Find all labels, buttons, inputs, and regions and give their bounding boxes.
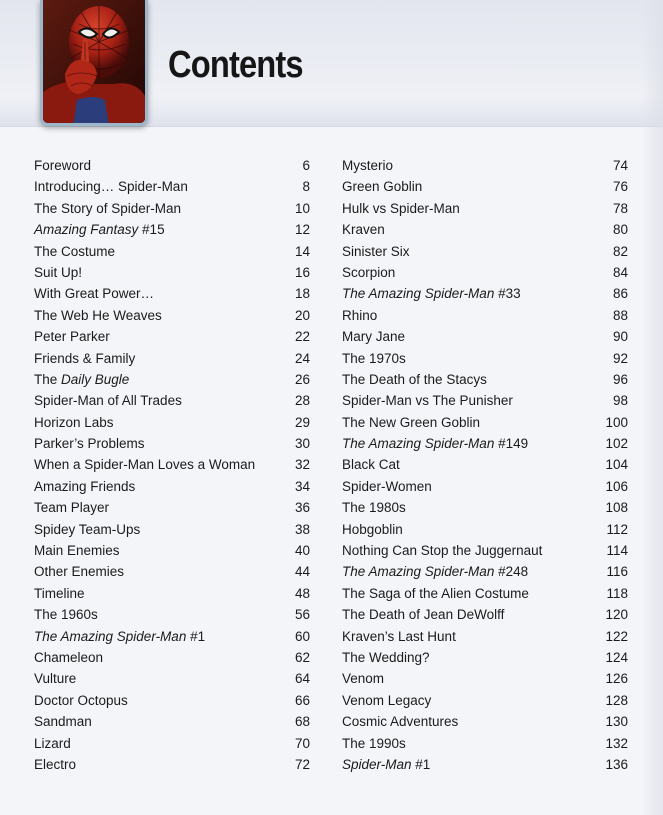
entry-title: [34, 198, 181, 219]
entry-title-text: Spidey Team-Ups: [34, 521, 141, 537]
entry-page-number: 124: [605, 649, 628, 665]
entry-title-text: #1: [186, 628, 206, 644]
entry-page-number: 34: [294, 478, 310, 494]
entry-title: [34, 497, 109, 518]
contents-entry: [34, 241, 310, 262]
entry-page-number: 30: [294, 436, 310, 452]
entry-page-number: 6: [302, 158, 310, 173]
entry-page-number: 120: [605, 607, 628, 623]
entry-page-number: 60: [294, 628, 310, 644]
entry-page-number: 22: [294, 329, 310, 345]
contents-entry: [34, 561, 310, 582]
entry-page-number: 26: [294, 371, 310, 387]
entry-title-text: Electro: [34, 756, 77, 772]
contents-entry: [34, 262, 310, 283]
entry-title: [342, 497, 406, 518]
contents-entry: [342, 583, 628, 604]
entry-title: [342, 626, 456, 647]
entry-title: [342, 454, 400, 475]
entry-title: [342, 326, 405, 347]
contents-entry: [342, 198, 628, 219]
entry-page-number: 88: [612, 307, 628, 323]
entry-title-text: Hobgoblin: [342, 521, 403, 537]
entry-title: [342, 262, 395, 283]
entry-title-text: The 1990s: [342, 735, 406, 751]
entry-title-text: #15: [138, 222, 165, 238]
entry-page-number: 18: [294, 286, 310, 302]
entry-title-text: The Web He Weaves: [34, 307, 162, 323]
contents-entry: [342, 647, 628, 668]
entry-page-number: 114: [606, 543, 628, 559]
contents-entry: [342, 454, 628, 475]
entry-page-number: 136: [605, 756, 628, 772]
entry-title: [342, 369, 487, 390]
entry-title: [342, 754, 430, 775]
entry-title: [342, 690, 431, 711]
contents-entry: [34, 348, 310, 369]
entry-title: [34, 219, 165, 240]
contents-entry: [342, 519, 628, 540]
contents-entry: [342, 348, 628, 369]
entry-title: [34, 476, 135, 497]
entry-page-number: 70: [294, 735, 310, 751]
contents-entry: [342, 540, 628, 561]
contents-entry: [34, 711, 310, 732]
entry-title: [342, 390, 513, 411]
entry-title-text: Other Enemies: [34, 564, 125, 580]
entry-page-number: 126: [605, 671, 628, 687]
entry-page-number: 16: [294, 264, 310, 280]
entry-title-text: Mary Jane: [342, 329, 406, 345]
entry-title-text: Sinister Six: [342, 243, 410, 259]
entry-title: [34, 604, 98, 625]
entry-title-text: Team Player: [34, 500, 110, 516]
entry-title-text: Kraven: [342, 222, 385, 238]
entry-title-italic: Daily Bugle: [61, 371, 130, 387]
entry-title-text: Black Cat: [342, 457, 400, 473]
entry-page-number: 38: [294, 521, 310, 537]
entry-page-number: 20: [294, 307, 310, 323]
entry-title-text: With Great Power…: [34, 286, 155, 302]
entry-title: [34, 390, 182, 411]
entry-title: [34, 711, 92, 732]
entry-title: [34, 583, 85, 604]
entry-page-number: 112: [606, 521, 628, 537]
entry-page-number: 40: [294, 543, 310, 559]
entry-title-italic: The Amazing Spider-Man: [342, 436, 495, 452]
entry-title: [342, 176, 422, 197]
entry-page-number: 56: [294, 607, 310, 623]
contents-entry: [342, 326, 628, 347]
entry-page-number: 68: [294, 714, 310, 730]
entry-page-number: 44: [294, 564, 310, 580]
entry-page-number: 116: [606, 564, 628, 580]
entry-title-text: Spider-Man of All Trades: [34, 393, 182, 409]
entry-page-number: 100: [605, 414, 628, 430]
entry-title: [34, 326, 110, 347]
entry-title-text: The Costume: [34, 243, 116, 259]
entry-title-text: Vulture: [34, 671, 77, 687]
entry-page-number: 36: [294, 500, 310, 516]
entry-title-text: The Death of Jean DeWolff: [342, 607, 505, 623]
entry-page-number: 76: [612, 179, 628, 195]
entry-page-number: 64: [294, 671, 310, 687]
entry-page-number: 32: [294, 457, 310, 473]
entry-title-text: Venom: [342, 671, 385, 687]
entry-title-text: Horizon Labs: [34, 414, 114, 430]
entry-title: [34, 690, 128, 711]
contents-entry: [34, 476, 310, 497]
entry-title: [342, 305, 377, 326]
contents-entry: [34, 668, 310, 689]
entry-title-text: #33: [494, 286, 521, 302]
contents-entry: [34, 497, 310, 518]
entry-page-number: 86: [612, 286, 628, 302]
entry-title-text: The 1960s: [34, 607, 98, 623]
entry-title: [34, 412, 114, 433]
entry-title: [34, 176, 188, 197]
entry-page-number: 29: [294, 414, 310, 430]
entry-title: [34, 433, 145, 454]
entry-title: [34, 155, 91, 176]
entry-title-text: Nothing Can Stop the Juggernaut: [342, 543, 543, 559]
entry-title-text: Kraven’s Last Hunt: [342, 628, 456, 644]
entry-page-number: 48: [294, 585, 310, 601]
contents-entry: [342, 241, 628, 262]
entry-title-text: Timeline: [34, 585, 85, 601]
entry-page-number: 118: [606, 585, 628, 601]
entry-title-text: Amazing Friends: [34, 478, 136, 494]
contents-entry: [34, 155, 310, 176]
entry-title: [342, 198, 460, 219]
entry-title-text: Venom Legacy: [342, 692, 432, 708]
entry-title-text: The Wedding?: [342, 649, 430, 665]
contents-entry: [34, 733, 310, 754]
entry-title: [342, 733, 406, 754]
page-edge-shadow: [641, 0, 663, 815]
entry-page-number: 108: [605, 500, 628, 516]
entry-title-text: The Story of Spider-Man: [34, 200, 182, 216]
entry-title: [342, 668, 384, 689]
contents-entry: [342, 262, 628, 283]
entry-title-text: Peter Parker: [34, 329, 110, 345]
contents-entry: [342, 176, 628, 197]
spider-man-portrait: [40, 0, 148, 126]
entry-page-number: 90: [612, 329, 628, 345]
entry-page-number: 92: [612, 350, 628, 366]
contents-entry: [342, 561, 628, 582]
contents-column-left: [34, 155, 310, 775]
entry-title: [34, 283, 154, 304]
contents-entry: [34, 647, 310, 668]
entry-title: [342, 540, 542, 561]
entry-title-text: #1: [411, 756, 431, 772]
contents-entry: [342, 626, 628, 647]
entry-title-italic: Spider-Man: [342, 756, 412, 772]
page-title: Contents: [168, 44, 303, 86]
contents-entry: [34, 326, 310, 347]
entry-title: [34, 733, 71, 754]
entry-title-text: Parker’s Problems: [34, 436, 145, 452]
entry-title-text: The: [34, 371, 62, 387]
entry-title: [342, 583, 529, 604]
contents-entry: [34, 690, 310, 711]
contents-entry: [342, 412, 628, 433]
contents-entry: [342, 711, 628, 732]
entry-title-text: The 1970s: [342, 350, 406, 366]
entry-title: [342, 604, 504, 625]
entry-title: [342, 433, 528, 454]
contents-entry: [34, 604, 310, 625]
contents-entry: [342, 155, 628, 176]
contents-entry: [342, 305, 628, 326]
contents-entry: [342, 476, 628, 497]
entry-title: [34, 348, 135, 369]
entry-page-number: 14: [294, 243, 310, 259]
entry-title-text: Chameleon: [34, 649, 104, 665]
contents-entry: [34, 390, 310, 411]
entry-title-text: Rhino: [342, 307, 378, 323]
entry-title-text: The Saga of the Alien Costume: [342, 585, 529, 601]
contents-entry: [34, 454, 310, 475]
entry-page-number: 96: [612, 371, 628, 387]
entry-title: [34, 561, 124, 582]
contents-entry: [342, 283, 628, 304]
entry-page-number: 82: [612, 243, 628, 259]
contents-entry: [342, 219, 628, 240]
entry-title-italic: The Amazing Spider-Man: [342, 286, 495, 302]
contents-entry: [342, 754, 628, 775]
contents-entry: [342, 433, 628, 454]
contents-column-right: [342, 155, 628, 775]
entry-page-number: 130: [605, 714, 628, 730]
contents-entry: [342, 369, 628, 390]
entry-title: [342, 348, 406, 369]
contents-entry: [342, 497, 628, 518]
entry-title-text: Hulk vs Spider-Man: [342, 200, 460, 216]
entry-page-number: 62: [294, 649, 310, 665]
entry-title-text: The Death of the Stacys: [342, 371, 487, 387]
entry-title: [342, 155, 393, 176]
contents-entry: [34, 198, 310, 219]
entry-title: [34, 626, 205, 647]
entry-title: [34, 454, 255, 475]
entry-title: [342, 476, 432, 497]
entry-title: [34, 754, 76, 775]
entry-page-number: 24: [294, 350, 310, 366]
entry-page-number: 80: [612, 222, 628, 238]
entry-title-text: Doctor Octopus: [34, 692, 128, 708]
entry-page-number: 104: [605, 457, 628, 473]
entry-page-number: 10: [294, 200, 310, 216]
entry-title-text: The New Green Goblin: [342, 414, 481, 430]
entry-title: [34, 241, 115, 262]
entry-title-italic: The Amazing Spider-Man: [34, 628, 187, 644]
entry-page-number: 106: [605, 478, 628, 494]
entry-title-text: Scorpion: [342, 264, 396, 280]
entry-title-text: Main Enemies: [34, 543, 120, 559]
entry-title-text: Spider-Man vs The Punisher: [342, 393, 513, 409]
entry-title-text: #248: [494, 564, 529, 580]
entry-title-text: Friends & Family: [34, 350, 136, 366]
contents-entry: [34, 583, 310, 604]
contents-entry: [342, 390, 628, 411]
entry-title: [34, 647, 103, 668]
entry-title-text: #149: [494, 436, 529, 452]
contents-entry: [34, 219, 310, 240]
entry-title-text: Cosmic Adventures: [342, 714, 459, 730]
entry-title-text: Spider-Women: [342, 478, 432, 494]
contents-entry: [342, 668, 628, 689]
contents-entry: [34, 283, 310, 304]
contents-entry: [342, 604, 628, 625]
entry-title-italic: Amazing Fantasy: [34, 222, 139, 238]
entry-page-number: 122: [605, 628, 628, 644]
entry-title: [34, 262, 82, 283]
entry-title-text: The 1980s: [342, 500, 406, 516]
entry-title: [342, 283, 521, 304]
entry-title: [34, 305, 162, 326]
entry-page-number: 132: [605, 735, 628, 751]
contents-entry: [34, 412, 310, 433]
entry-page-number: 102: [605, 436, 628, 452]
contents-entry: [34, 519, 310, 540]
entry-title: [342, 412, 480, 433]
entry-title: [34, 540, 120, 561]
entry-page-number: 28: [294, 393, 310, 409]
entry-page-number: 72: [294, 756, 310, 772]
entry-page-number: 8: [302, 179, 310, 195]
entry-title: [342, 241, 410, 262]
entry-title: [342, 711, 458, 732]
entry-title-text: Sandman: [34, 714, 92, 730]
entry-title-text: Mysterio: [342, 158, 394, 173]
contents-entry: [34, 754, 310, 775]
entry-page-number: 78: [612, 200, 628, 216]
entry-title: [342, 519, 403, 540]
entry-title-italic: The Amazing Spider-Man: [342, 564, 495, 580]
entry-page-number: 74: [612, 158, 628, 173]
entry-title: [34, 519, 140, 540]
entry-page-number: 98: [612, 393, 628, 409]
entry-title: [342, 647, 430, 668]
entry-title: [34, 668, 76, 689]
entry-title: [342, 561, 528, 582]
entry-title-text: Introducing… Spider-Man: [34, 179, 188, 195]
entry-title: [34, 369, 129, 390]
entry-title-text: When a Spider-Man Loves a Woman: [34, 457, 256, 473]
entry-title: [342, 219, 385, 240]
entry-page-number: 66: [294, 692, 310, 708]
contents-entry: [34, 369, 310, 390]
entry-title-text: Lizard: [34, 735, 71, 751]
entry-page-number: 12: [294, 222, 310, 238]
contents-entry: [34, 433, 310, 454]
entry-title-text: Foreword: [34, 158, 92, 173]
contents-entry: [34, 176, 310, 197]
contents-entry: [34, 540, 310, 561]
entry-title-text: Suit Up!: [34, 264, 83, 280]
entry-page-number: 128: [605, 692, 628, 708]
contents-entry: [34, 305, 310, 326]
contents-entry: [342, 733, 628, 754]
entry-page-number: 84: [612, 264, 628, 280]
entry-title-text: Green Goblin: [342, 179, 423, 195]
spider-man-portrait-art: [43, 0, 145, 126]
contents-entry: [342, 690, 628, 711]
contents-entry: [34, 626, 310, 647]
